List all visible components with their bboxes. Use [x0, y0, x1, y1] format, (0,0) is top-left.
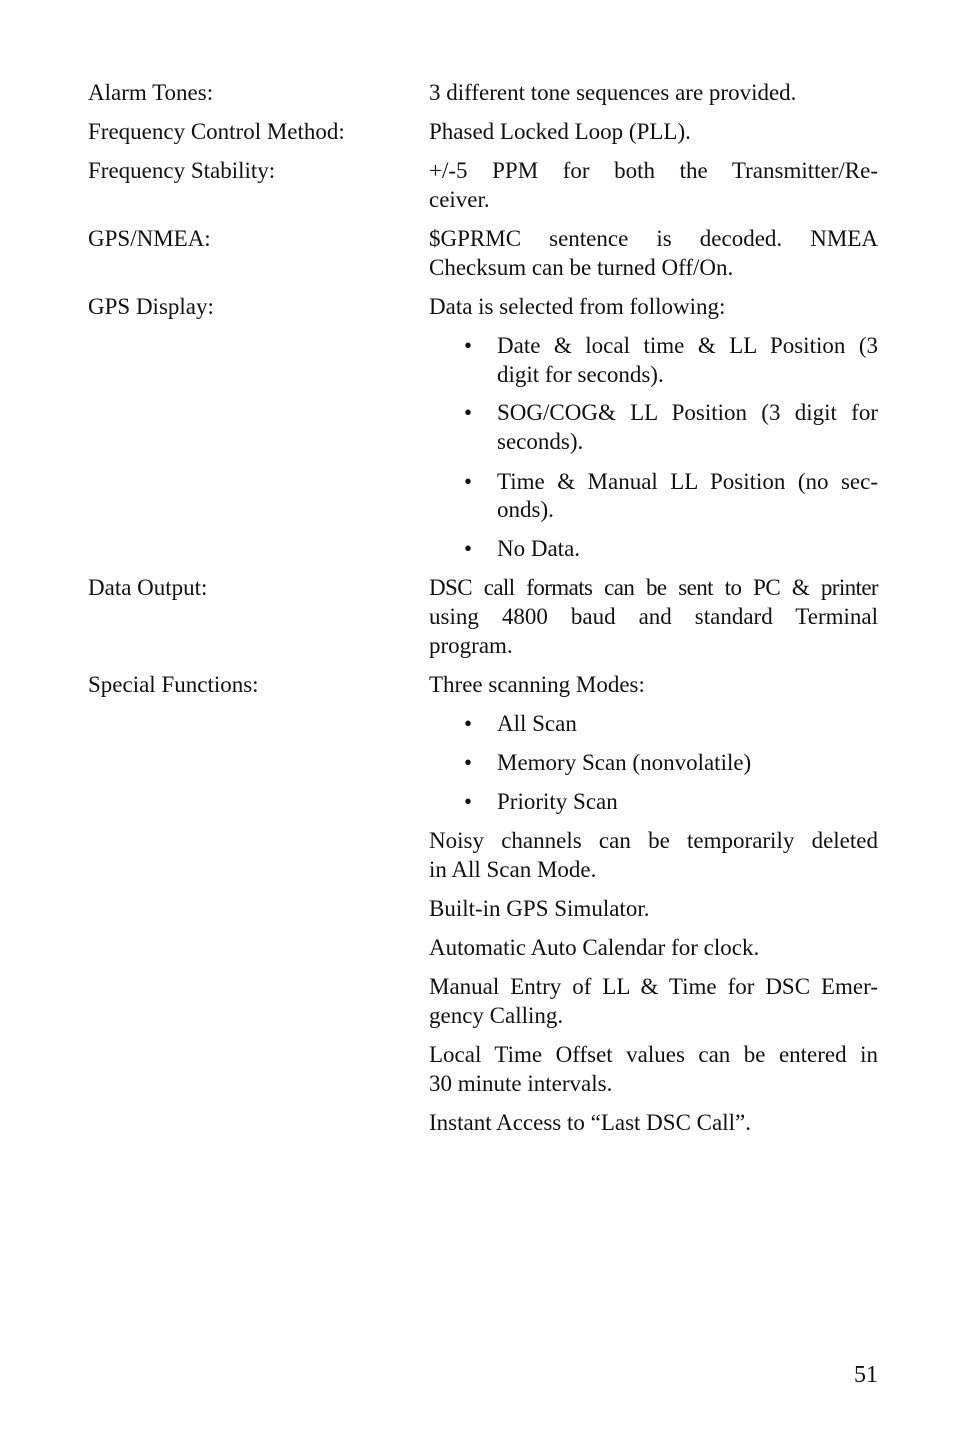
paragraph-line: Local Time Offset values can be entered in: [429, 1042, 878, 1067]
spec-value-line: +/-5 PPM for both the Transmitter/Re-: [429, 158, 878, 183]
paragraph-line: Instant Access to “Last DSC Call”.: [429, 1110, 751, 1135]
spec-label: GPS/NMEA:: [88, 226, 211, 251]
spec-value-line: using 4800 baud and standard Terminal: [429, 604, 878, 629]
spec-label: Special Functions:: [88, 672, 259, 697]
spec-value-line: $GPRMC sentence is decoded. NMEA: [429, 226, 878, 251]
bullet-text-line: Time & Manual LL Position (no sec-: [497, 469, 878, 494]
bullet-text-line: Date & local time & LL Position (3: [497, 333, 878, 358]
paragraph-line: gency Calling.: [429, 1003, 564, 1028]
spec-value-line: Checksum can be turned Off/On.: [429, 255, 734, 280]
spec-label: GPS Display:: [88, 294, 214, 319]
bullet-icon: •: [464, 789, 473, 814]
paragraph-line: Built-in GPS Simulator.: [429, 896, 650, 921]
page-number: 51: [854, 1362, 878, 1388]
spec-label: Frequency Control Method:: [88, 119, 345, 144]
spec-value: 3 different tone sequences are provided.: [429, 80, 797, 105]
bullet-icon: •: [464, 400, 473, 425]
bullet-icon: •: [464, 750, 473, 775]
spec-value-line: program.: [429, 633, 513, 658]
bullet-text-line: SOG/COG& LL Position (3 digit for: [497, 400, 878, 425]
paragraph-line: in All Scan Mode.: [429, 857, 597, 882]
bullet-text-line: seconds).: [497, 429, 584, 454]
bullet-text-line: Priority Scan: [497, 789, 618, 814]
bullet-text-line: onds).: [497, 497, 554, 522]
bullet-text-line: All Scan: [497, 711, 577, 736]
spec-label: Data Output:: [88, 575, 208, 600]
bullet-text-line: No Data.: [497, 536, 581, 561]
spec-value-line: DSC call formats can be sent to PC & printer: [429, 575, 878, 600]
bullet-icon: •: [464, 469, 473, 494]
bullet-icon: •: [464, 536, 473, 561]
bullet-icon: •: [464, 333, 473, 358]
spec-value: Data is selected from following:: [429, 294, 726, 319]
bullet-text-line: Memory Scan (nonvolatile): [497, 750, 752, 775]
paragraph-line: Automatic Auto Calendar for clock.: [429, 935, 760, 960]
spec-label: Alarm Tones:: [88, 80, 214, 105]
bullet-icon: •: [464, 711, 473, 736]
spec-value-line: ceiver.: [429, 187, 490, 212]
paragraph-line: Noisy channels can be temporarily deleted: [429, 828, 878, 853]
paragraph-line: 30 minute intervals.: [429, 1071, 613, 1096]
bullet-text-line: digit for seconds).: [497, 362, 664, 387]
spec-value: Phased Locked Loop (PLL).: [429, 119, 691, 144]
spec-label: Frequency Stability:: [88, 158, 276, 183]
paragraph-line: Manual Entry of LL & Time for DSC Emer-: [429, 974, 878, 999]
spec-value: Three scanning Modes:: [429, 672, 645, 697]
